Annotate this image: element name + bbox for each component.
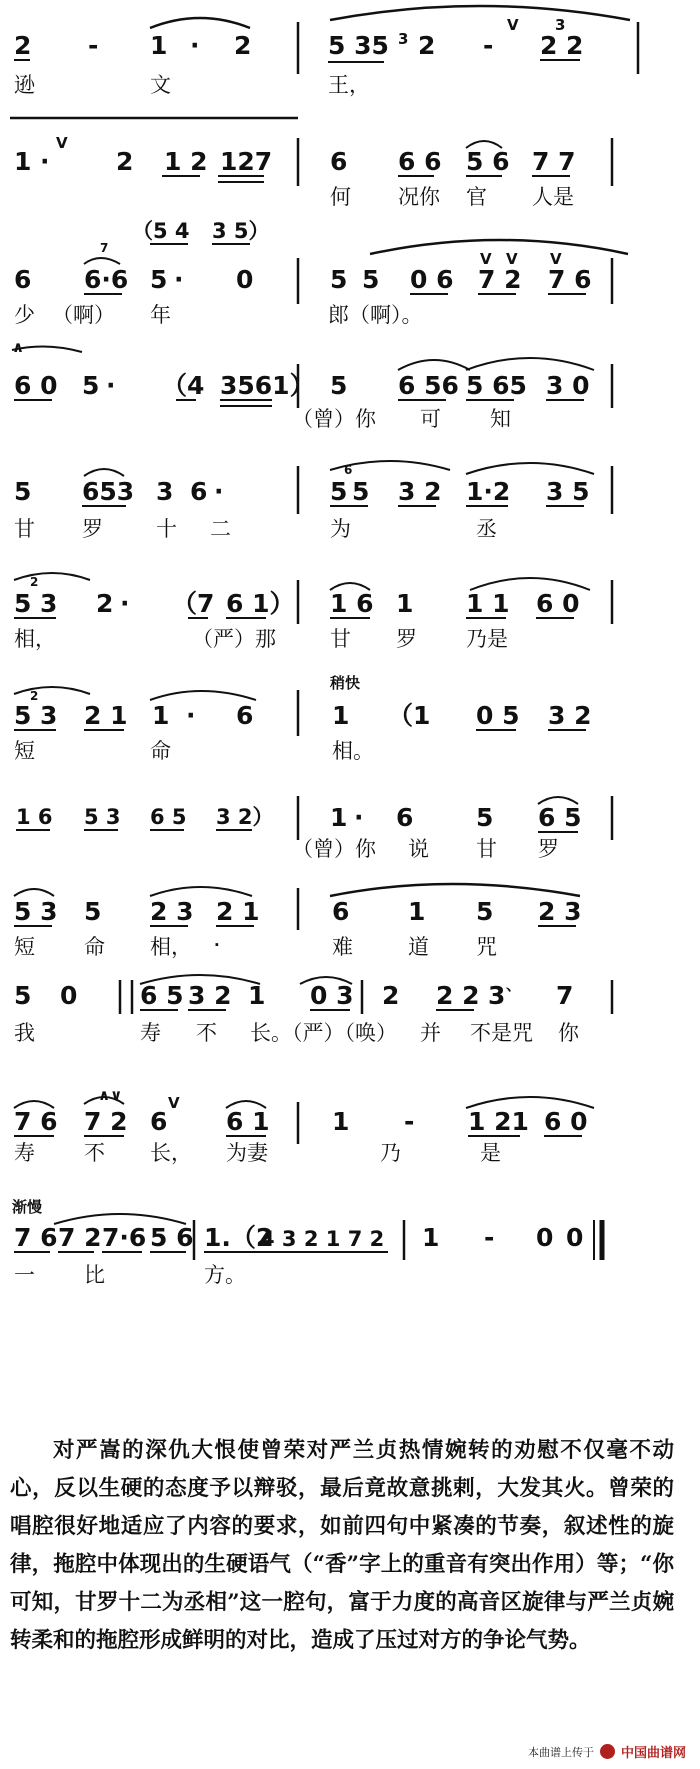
lyric: 咒 — [476, 935, 497, 959]
note: 0 — [536, 1223, 554, 1252]
note: 1 1 — [466, 589, 510, 618]
slur — [84, 469, 124, 476]
note: 6·6 — [84, 265, 129, 294]
note: 3561） — [220, 371, 315, 400]
note: 1 — [14, 147, 32, 176]
lyric: 可 — [420, 407, 441, 431]
grace-note: 6 — [344, 463, 353, 477]
site-footer — [528, 1742, 686, 1761]
note: 5 — [14, 589, 32, 618]
grace-note: 3 — [398, 30, 409, 48]
note: 1 — [152, 701, 170, 730]
score-row-5 — [14, 461, 612, 541]
lyric: 短 — [14, 739, 35, 763]
lyric: （严）那 — [192, 627, 276, 651]
lyric: 甘 — [476, 837, 497, 861]
score-row-1 — [14, 6, 638, 98]
lyric: 少 — [14, 303, 35, 327]
lyric: 不 — [196, 1021, 217, 1045]
lyric: 不 — [84, 1141, 105, 1165]
breath-mark: 、 — [506, 976, 522, 994]
lyric: （曾）你 — [292, 407, 376, 431]
slur — [330, 884, 580, 896]
note: 3 — [488, 981, 506, 1010]
note: 6 6 — [398, 147, 442, 176]
slur — [14, 687, 90, 694]
lyric: 乃是 — [466, 627, 508, 651]
note: 0 3 — [310, 981, 354, 1010]
note: 6 — [14, 265, 32, 294]
note: 0 6 — [410, 265, 454, 294]
note: 1.（2 — [204, 1223, 274, 1252]
note: 5 — [362, 265, 380, 294]
note: 3 5 — [546, 477, 590, 506]
note: 4 3 2 1 7 2 — [260, 1227, 385, 1251]
slur — [466, 463, 594, 474]
note: 6 — [396, 803, 414, 832]
lyric: 知 — [490, 407, 511, 431]
note: · — [120, 589, 130, 618]
note: 1 2 — [164, 147, 208, 176]
lyric: 郎（啊）。 — [328, 303, 423, 327]
lyric: 并 — [420, 1021, 441, 1045]
note: 6 5 — [140, 981, 184, 1010]
note: 6 5 — [150, 805, 187, 829]
note: · — [106, 371, 116, 400]
score-row-3 — [14, 219, 628, 327]
breath-mark: V — [56, 134, 68, 152]
note: 1 — [330, 803, 348, 832]
lyric: 难 — [332, 935, 353, 959]
note: 0 5 — [476, 701, 520, 730]
note: 2 — [540, 31, 558, 60]
note: （1 — [388, 701, 431, 730]
note: 6 0 — [536, 589, 580, 618]
accent-mark: V — [480, 250, 492, 268]
note: - — [484, 1223, 495, 1252]
note: 7 2 — [478, 265, 522, 294]
note: 6 0 — [544, 1107, 588, 1136]
note: 3 2 — [398, 477, 442, 506]
lyric: 乃 — [380, 1141, 401, 1165]
note: 1 — [396, 589, 414, 618]
note: 5 — [330, 371, 348, 400]
note: 3 0 — [546, 371, 590, 400]
note: 1·2 — [466, 477, 511, 506]
lyric: 王， — [328, 73, 370, 97]
slur — [398, 360, 470, 370]
note: 2 3 — [538, 897, 582, 926]
note: 0 — [60, 981, 78, 1010]
note: 1 21 — [468, 1107, 529, 1136]
lyric: 方。 — [204, 1263, 246, 1287]
note: 2 — [96, 589, 114, 618]
note: 3 2 — [188, 981, 232, 1010]
accent-mark: V — [506, 250, 518, 268]
note: 7 — [556, 981, 574, 1010]
note: 2 — [418, 31, 436, 60]
note: 6 56 — [398, 371, 459, 400]
note: 1 — [422, 1223, 440, 1252]
lyric: 为 — [330, 517, 351, 541]
note: · — [174, 265, 184, 294]
note: 5 — [150, 265, 168, 294]
note: 5 6 — [150, 1223, 194, 1252]
note: 6 0 — [14, 371, 58, 400]
note: 6 — [190, 477, 208, 506]
note: 6 5 — [538, 803, 582, 832]
score-row-2 — [10, 118, 612, 209]
grace-note: 7 — [100, 241, 109, 255]
slur — [330, 6, 630, 20]
note: 6 1） — [226, 589, 295, 618]
lyric: 说 — [408, 837, 429, 861]
slur — [370, 240, 628, 254]
note: 2 — [566, 31, 584, 60]
score-row-4 — [12, 338, 612, 431]
slur — [150, 887, 252, 896]
note: 5 — [330, 477, 348, 506]
lyric: 长。（严）（唤） — [250, 1021, 397, 1045]
tempo-mark: 稍快 — [330, 674, 361, 692]
note: 3 5） — [212, 219, 270, 243]
note: 7 2 — [84, 1107, 128, 1136]
note: 1 — [332, 1107, 350, 1136]
note: 1 6 — [16, 805, 53, 829]
note: 0 — [566, 1223, 584, 1252]
lyric: 相， — [14, 627, 56, 651]
lyric: 人是 — [532, 185, 574, 209]
grace-note: 2 — [30, 689, 39, 703]
tempo-mark: 渐慢 — [12, 1198, 43, 1216]
slur — [14, 573, 90, 580]
lyric: 年 — [150, 303, 171, 327]
note: 6 1 — [226, 1107, 270, 1136]
note: 5 — [14, 477, 32, 506]
note: （5 4 — [132, 219, 190, 243]
note: · — [354, 803, 364, 832]
upload-note: 本曲谱上传于 — [527, 1745, 594, 1759]
lyric: 丞 — [476, 517, 497, 541]
lyric: 我 — [14, 1021, 35, 1045]
note: 0 — [236, 265, 254, 294]
note: 2 — [382, 981, 400, 1010]
lyric: 你 — [558, 1021, 579, 1045]
note: 1 — [248, 981, 266, 1010]
slur — [150, 691, 256, 700]
lyric: （曾）你 — [292, 837, 376, 861]
note: 7 6 — [14, 1107, 58, 1136]
lyric: 甘 — [14, 517, 35, 541]
lyric: 为妻 — [226, 1141, 268, 1165]
lyric: 相， — [150, 935, 192, 959]
commentary-text — [10, 1432, 674, 1660]
score-row-10 — [14, 975, 612, 1045]
lyric: 二 — [210, 517, 231, 541]
note: 5 — [330, 265, 348, 294]
note: · — [190, 31, 200, 60]
lyric: 罗 — [396, 627, 417, 651]
lyric: 何 — [330, 185, 351, 209]
slur — [14, 889, 54, 896]
lyric: 文 — [150, 73, 171, 97]
note: （7 — [172, 589, 215, 618]
lyric: 命 — [84, 935, 105, 959]
lyric: 命 — [150, 739, 171, 763]
note: 1 — [150, 31, 168, 60]
note: 6 — [332, 897, 350, 926]
note: 127 — [220, 147, 273, 176]
lyric: 短 — [14, 935, 35, 959]
lyric: 一 — [14, 1263, 35, 1287]
note: 2 — [116, 147, 134, 176]
lyric: 官 — [466, 185, 487, 209]
note: - — [404, 1107, 415, 1136]
lyric: 罗 — [82, 517, 103, 541]
note: 5 — [352, 477, 370, 506]
note: 5 — [476, 803, 494, 832]
note: 2 2 — [436, 981, 480, 1010]
note: 7·6 — [102, 1223, 147, 1252]
note: 1 6 — [330, 589, 374, 618]
score-row-11 — [14, 1086, 594, 1166]
note: 5 65 — [466, 371, 527, 400]
note: 5 3 — [84, 805, 121, 829]
lyric: 况你 — [398, 185, 440, 209]
lyric: 甘 — [330, 627, 351, 651]
note: 6 — [330, 147, 348, 176]
commentary-paragraph: 对严嵩的深仇大恨使曾荣对严兰贞热情婉转的劝慰不仅毫不动心，反以生硬的态度予以辩驳，最后竟故意挑剌，大发其火。曾荣的唱腔很好地适应了内容的要求，如前四句中紧凑的节奏，叙述性的旋律，拖腔中体现出的生硬语气（“香”字上的重音有突出作用）等；“你可知，甘罗十二为丞相”这一腔句，富于力度的高音区旋律与严兰贞婉转柔和的拖腔形成鲜明的对比，造成了压过对方的争论气势。 — [10, 1438, 674, 1653]
slur — [84, 258, 120, 264]
lyric: 寿 — [140, 1021, 161, 1045]
lyric: 比 — [84, 1263, 105, 1287]
grace-note: 3 — [555, 16, 566, 34]
lyric: 十 — [156, 517, 177, 541]
accent-mark: V — [550, 250, 562, 268]
note: 5 6 — [466, 147, 510, 176]
site-logo-icon — [600, 1744, 615, 1759]
note: · — [214, 477, 224, 506]
note: 7 7 — [532, 147, 576, 176]
slur — [150, 18, 250, 28]
accent-mark: ∧∨ — [98, 1086, 123, 1104]
score-row-12 — [11, 1198, 602, 1287]
note: 2 — [14, 31, 32, 60]
note: 5 — [14, 981, 32, 1010]
score-row-9 — [14, 884, 582, 960]
note: 3 — [40, 589, 58, 618]
note: 1 — [408, 897, 426, 926]
note: 2 1 — [216, 897, 260, 926]
note: 653 — [82, 477, 135, 506]
note: （4 — [162, 371, 205, 400]
score-row-6 — [14, 573, 612, 652]
note: 7 2 — [58, 1223, 102, 1252]
note: 5 — [84, 897, 102, 926]
note: 5 — [82, 371, 100, 400]
lyric: 寿 — [14, 1141, 35, 1165]
note: 5 — [476, 897, 494, 926]
note: - — [483, 31, 494, 60]
lyric: 相。 — [332, 739, 374, 763]
note: 3 2） — [216, 805, 274, 829]
breath-mark: V — [507, 16, 519, 34]
note: · — [40, 147, 50, 176]
slur — [466, 358, 594, 370]
note: 2 1 — [84, 701, 128, 730]
lyric: 不是咒 — [470, 1021, 533, 1045]
note: · — [186, 701, 196, 730]
score-row-8 — [16, 796, 612, 861]
score-row-7 — [14, 674, 592, 763]
lyric: 逊 — [14, 73, 35, 97]
note: 6 — [236, 701, 254, 730]
note: 7 6 — [548, 265, 592, 294]
note: 6 — [150, 1107, 168, 1136]
grace-note: 2 — [30, 575, 39, 589]
note: 5 35 — [328, 31, 389, 60]
note: 3 2 — [548, 701, 592, 730]
lyric: 是 — [480, 1141, 501, 1165]
note: 5 — [14, 701, 32, 730]
note: 1 — [332, 701, 350, 730]
note: 7 6 — [14, 1223, 58, 1252]
lyric: （啊） — [52, 303, 115, 327]
note: 2 — [234, 31, 252, 60]
lyric: 长， — [150, 1141, 192, 1165]
breath-mark: V — [168, 1094, 180, 1112]
dot-mark: · — [214, 936, 220, 954]
lyric: 罗 — [538, 837, 559, 861]
note: 5 3 — [14, 897, 58, 926]
note: 2 3 — [150, 897, 194, 926]
lyric: 道 — [408, 935, 429, 959]
note: - — [88, 31, 99, 60]
note: 3 — [40, 701, 58, 730]
accent-mark: ∧ — [12, 338, 25, 356]
site-name[interactable]: 中国曲谱网 — [620, 1746, 686, 1761]
note: 3 — [156, 477, 174, 506]
